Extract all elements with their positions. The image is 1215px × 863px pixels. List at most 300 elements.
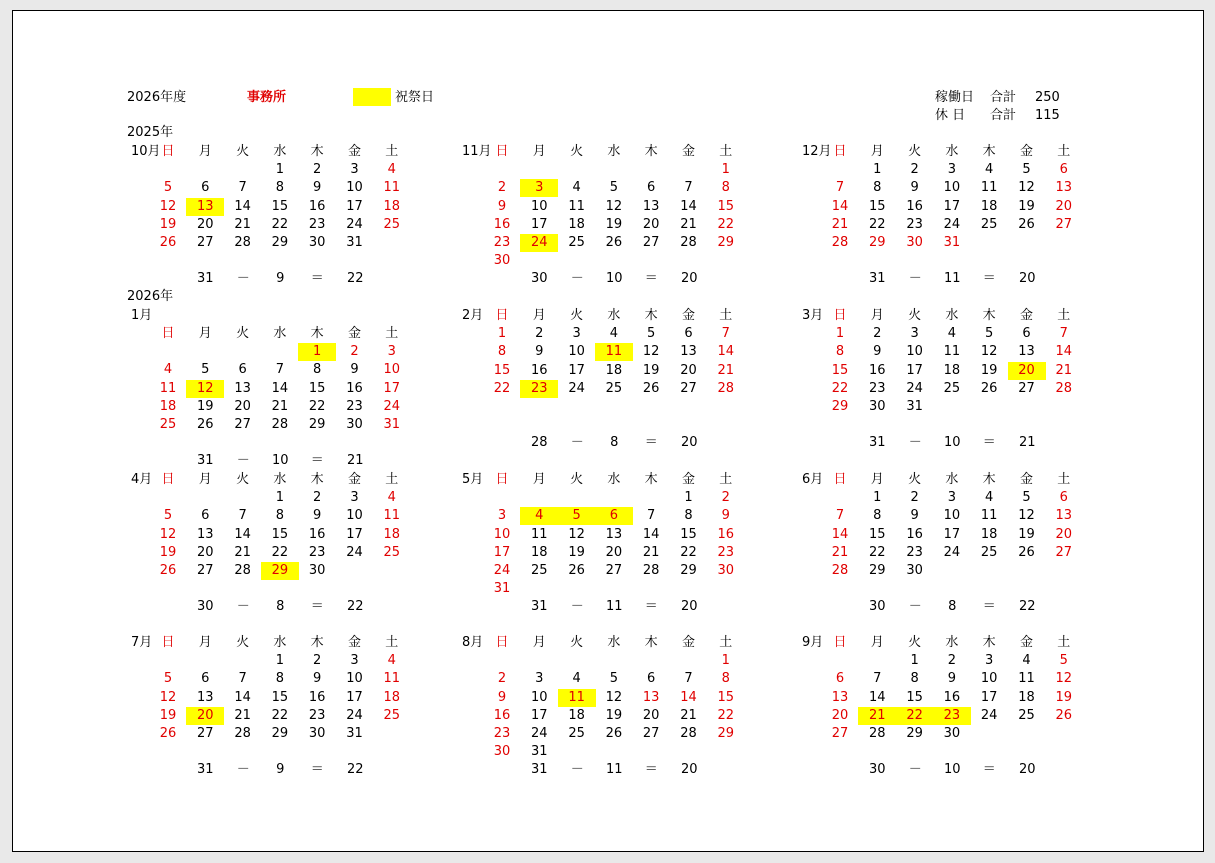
day-cell: 18 [980,198,998,214]
day-cell: 18 [605,362,623,378]
weekday-header: 金 [1019,472,1033,487]
day-cell: 12 [1055,671,1073,687]
day-cell: 5 [163,180,173,196]
day-cell: 28 [234,235,251,250]
day-cell: 28 [642,563,660,578]
month-label: 10月 [131,144,161,159]
day-cell: 9 [497,689,507,705]
day-cell: 27 [642,235,660,250]
day-cell: 29 [261,562,299,580]
workday-label: 稼働日 [935,90,975,105]
day-cell: 4 [947,326,957,342]
day-cell: 2 [313,490,322,506]
day-cell: 25 [980,544,998,560]
day-cell: 1 [275,490,285,506]
month-summary-equals-sign: ＝ [982,271,996,286]
day-cell: 23 [346,398,363,414]
weekday-header: 金 [1019,144,1033,159]
weekday-header: 金 [1019,635,1033,650]
weekday-header: 木 [644,472,658,487]
day-cell: 26 [159,726,177,741]
day-cell: 12 [605,198,623,214]
day-cell: 22 [717,707,735,723]
day-cell: 21 [1055,362,1073,378]
day-cell: 1 [721,653,730,669]
day-cell: 13 [605,526,623,542]
day-cell: 24 [346,544,363,560]
workday-total-label: 合計 [990,90,1017,105]
day-cell: 13 [1018,344,1035,360]
day-cell: 31 [906,399,923,414]
day-cell: 19 [159,216,177,232]
day-cell: 1 [910,653,919,669]
day-cell: 7 [835,180,845,196]
day-cell: 31 [346,235,363,250]
day-cell: 29 [271,235,289,250]
day-cell: 22 [271,707,289,723]
day-cell: 17 [568,362,585,378]
day-cell: 2 [497,671,507,687]
day-cell: 2 [873,326,882,342]
day-cell: 7 [238,508,247,524]
month-summary-off-days: 8 [610,435,619,450]
day-cell: 17 [346,689,363,705]
day-cell: 22 [308,398,326,414]
day-cell: 16 [308,526,326,542]
weekday-header: 土 [1057,308,1071,323]
day-cell: 29 [271,726,289,741]
day-cell: 7 [238,671,247,687]
day-cell: 18 [943,362,961,378]
day-cell: 6 [835,671,845,687]
day-cell: 15 [869,198,886,214]
day-cell: 5 [609,671,619,687]
day-cell: 10 [346,671,363,687]
day-cell: 10 [383,362,401,378]
month-summary-total-days: 30 [531,271,548,286]
day-cell: 21 [680,216,697,232]
day-cell: 5 [1022,490,1031,506]
day-cell: 2 [910,490,919,506]
calendar-sheet [12,10,1204,852]
day-cell: 25 [383,707,401,723]
day-cell: 26 [159,235,177,250]
month-summary-minus-sign: － [908,271,922,286]
day-cell: 14 [680,689,697,705]
weekday-header: 水 [607,144,621,159]
day-cell: 30 [493,744,511,760]
day-cell: 20 [234,398,251,414]
weekday-header: 木 [310,144,324,159]
day-cell: 21 [680,707,697,723]
month-summary-total-days: 31 [869,271,886,286]
day-cell: 2 [535,326,544,342]
day-cell: 26 [1055,707,1073,723]
day-cell: 11 [943,344,961,360]
day-cell: 28 [717,380,735,396]
day-cell: 30 [346,417,363,432]
day-cell: 1 [684,490,693,506]
day-cell: 16 [943,689,961,705]
day-cell: 28 [234,563,251,578]
day-cell: 11 [980,508,998,524]
fiscal-year-label: 2026年度 [127,90,187,105]
month-summary-minus-sign: － [908,435,922,450]
day-cell: 10 [531,198,548,214]
weekday-header: 水 [273,326,287,341]
day-cell: 3 [350,653,359,669]
day-cell: 22 [271,216,289,232]
month-summary-minus-sign: － [908,762,922,777]
day-cell: 19 [605,707,623,723]
day-cell: 3 [535,671,544,687]
day-cell: 29 [906,726,923,741]
day-cell: 27 [197,563,214,578]
day-cell: 18 [568,216,585,232]
weekday-header: 土 [1057,635,1071,650]
month-summary-minus-sign: － [236,271,250,286]
weekday-header: 火 [908,144,922,159]
weekday-header: 日 [833,635,847,650]
month-summary-off-days: 8 [948,599,957,614]
day-cell: 11 [980,180,998,196]
day-cell: 4 [1022,653,1031,669]
month-summary-equals-sign: ＝ [310,599,324,614]
day-cell: 23 [933,707,971,725]
day-cell: 14 [271,380,289,396]
day-cell: 3 [572,326,581,342]
office-label: 事務所 [247,90,287,105]
weekday-header: 木 [982,472,996,487]
day-cell: 17 [531,216,548,232]
day-cell: 7 [684,671,693,687]
day-cell: 5 [985,326,994,342]
day-cell: 25 [568,726,585,741]
day-cell: 11 [383,180,401,196]
day-cell: 10 [906,344,923,360]
day-cell: 2 [910,162,919,178]
day-cell: 30 [493,253,511,269]
weekday-header: 金 [1019,308,1033,323]
weekday-header: 水 [607,308,621,323]
day-cell: 16 [493,707,511,723]
weekday-header: 金 [681,635,695,650]
day-cell: 25 [383,544,401,560]
day-cell: 8 [497,344,507,360]
day-cell: 25 [980,216,998,232]
month-summary-total-days: 31 [197,453,214,468]
weekday-header: 日 [833,308,847,323]
day-cell: 6 [647,671,656,687]
day-cell: 20 [1055,526,1073,542]
month-label: 1月 [131,308,153,323]
day-cell: 9 [873,344,882,360]
day-cell: 27 [197,726,214,741]
day-cell: 9 [313,671,322,687]
day-cell: 24 [980,707,998,723]
day-cell: 18 [383,689,401,705]
weekday-header: 月 [532,144,546,159]
weekday-header: 日 [495,144,509,159]
day-cell: 12 [980,344,998,360]
day-cell: 1 [497,326,507,342]
day-cell: 4 [985,162,994,178]
weekday-header: 日 [833,144,847,159]
weekday-header: 火 [570,635,584,650]
day-cell: 30 [717,563,735,578]
day-cell: 10 [568,344,585,360]
day-cell: 9 [535,344,544,360]
day-cell: 30 [308,235,326,250]
day-cell: 11 [558,689,596,707]
day-cell: 24 [520,234,558,252]
month-summary-total-days: 30 [197,599,214,614]
month-label: 7月 [131,635,153,650]
day-cell: 27 [831,726,849,741]
day-cell: 18 [159,398,177,414]
weekday-header: 火 [236,326,250,341]
day-cell: 13 [642,689,660,705]
month-summary-work-days: 20 [681,435,698,450]
month-summary-total-days: 31 [869,435,886,450]
day-cell: 15 [271,689,289,705]
weekday-header: 土 [719,308,733,323]
day-cell: 22 [493,380,511,396]
day-cell: 6 [647,180,656,196]
day-cell: 30 [906,563,923,578]
month-summary-minus-sign: － [236,762,250,777]
day-cell: 20 [605,544,623,560]
day-cell: 25 [568,235,585,250]
holiday-total-label: 合計 [990,108,1017,123]
weekday-header: 土 [385,144,399,159]
month-summary-off-days: 11 [944,271,961,286]
day-cell: 8 [835,344,845,360]
day-cell: 14 [831,526,849,542]
month-summary-work-days: 22 [347,762,364,777]
weekday-header: 土 [719,472,733,487]
weekday-header: 木 [982,635,996,650]
month-summary-off-days: 10 [606,271,623,286]
day-cell: 17 [943,198,961,214]
day-cell: 26 [642,380,660,396]
day-cell: 31 [493,581,511,597]
day-cell: 30 [906,235,923,250]
day-cell: 11 [383,671,401,687]
weekday-header: 月 [532,472,546,487]
weekday-header: 木 [310,635,324,650]
day-cell: 16 [308,198,326,214]
day-cell: 9 [910,508,919,524]
month-summary-total-days: 31 [197,762,214,777]
day-cell: 27 [605,563,623,578]
day-cell: 17 [980,689,998,705]
month-summary-minus-sign: － [236,453,250,468]
day-cell: 23 [493,726,511,741]
weekday-header: 火 [236,635,250,650]
day-cell: 20 [642,707,660,723]
day-cell: 7 [275,362,285,378]
day-cell: 11 [1018,671,1035,687]
month-label: 4月 [131,472,153,487]
weekday-header: 月 [532,635,546,650]
weekday-header: 火 [908,308,922,323]
weekday-header: 金 [347,472,361,487]
day-cell: 5 [1059,653,1068,669]
day-cell: 6 [1059,490,1068,506]
day-cell: 29 [717,726,735,741]
day-cell: 9 [910,180,919,196]
day-cell: 22 [869,216,886,232]
day-cell: 1 [275,653,285,669]
month-summary-equals-sign: ＝ [982,762,996,777]
day-cell: 5 [558,507,596,525]
day-cell: 31 [531,744,548,760]
day-cell: 11 [595,343,633,361]
day-cell: 14 [234,526,251,542]
day-cell: 21 [831,216,849,232]
month-summary-total-days: 30 [869,762,886,777]
day-cell: 14 [680,198,697,214]
day-cell: 17 [943,526,961,542]
day-cell: 1 [275,162,285,178]
day-cell: 12 [642,344,660,360]
day-cell: 20 [831,707,849,723]
weekday-header: 金 [347,326,361,341]
month-summary-work-days: 20 [681,762,698,777]
day-cell: 12 [159,198,177,214]
day-cell: 6 [1022,326,1031,342]
holiday-count-label: 休 日 [935,108,966,123]
day-cell: 11 [159,380,177,396]
day-cell: 30 [943,726,961,741]
day-cell: 13 [831,689,849,705]
weekday-header: 月 [870,635,884,650]
day-cell: 27 [680,380,697,396]
day-cell: 18 [568,707,585,723]
day-cell: 7 [684,180,693,196]
month-summary-equals-sign: ＝ [644,762,658,777]
month-label: 5月 [462,472,484,487]
day-cell: 4 [572,180,581,196]
day-cell: 20 [186,707,224,725]
month-label: 8月 [462,635,484,650]
month-summary-equals-sign: ＝ [644,271,658,286]
month-summary-minus-sign: － [236,599,250,614]
day-cell: 24 [493,563,511,578]
day-cell: 24 [943,216,961,232]
weekday-header: 水 [945,472,959,487]
day-cell: 23 [906,216,923,232]
month-summary-work-days: 22 [1019,599,1036,614]
month-summary-equals-sign: ＝ [982,599,996,614]
weekday-header: 土 [1057,472,1071,487]
day-cell: 6 [238,362,247,378]
month-summary-minus-sign: － [570,599,584,614]
day-cell: 21 [234,216,251,232]
day-cell: 13 [1055,180,1073,196]
day-cell: 17 [346,526,363,542]
day-cell: 14 [869,689,886,705]
weekday-header: 月 [870,472,884,487]
month-summary-work-days: 22 [347,599,364,614]
day-cell: 17 [531,707,548,723]
day-cell: 16 [869,362,886,378]
day-cell: 22 [680,544,697,560]
day-cell: 8 [275,671,285,687]
day-cell: 1 [873,490,882,506]
day-cell: 20 [1055,198,1073,214]
day-cell: 14 [1055,344,1073,360]
day-cell: 26 [159,563,177,578]
day-cell: 24 [383,398,401,414]
day-cell: 3 [947,490,957,506]
day-cell: 7 [873,671,882,687]
day-cell: 5 [1022,162,1031,178]
weekday-header: 水 [945,635,959,650]
month-summary-work-days: 20 [681,271,698,286]
day-cell: 28 [271,417,289,432]
month-summary-work-days: 20 [1019,271,1036,286]
weekday-header: 土 [385,326,399,341]
weekday-header: 木 [982,144,996,159]
day-cell: 17 [346,198,363,214]
day-cell: 28 [680,235,697,250]
day-cell: 26 [605,235,623,250]
workday-total-value: 250 [1035,90,1060,105]
weekday-header: 木 [644,308,658,323]
day-cell: 31 [346,726,363,741]
month-label: 9月 [802,635,824,650]
month-summary-total-days: 28 [531,435,548,450]
day-cell: 30 [869,399,886,414]
day-cell: 16 [493,216,511,232]
day-cell: 9 [497,198,507,214]
day-cell: 14 [234,689,251,705]
day-cell: 2 [497,180,507,196]
day-cell: 19 [197,398,214,414]
weekday-header: 月 [198,144,212,159]
day-cell: 12 [605,689,623,705]
weekday-header: 日 [161,472,175,487]
day-cell: 2 [947,653,957,669]
day-cell: 15 [717,689,735,705]
month-summary-off-days: 9 [276,762,285,777]
month-label: 3月 [802,308,824,323]
day-cell: 21 [642,544,660,560]
day-cell: 10 [943,508,961,524]
month-summary-equals-sign: ＝ [310,762,324,777]
day-cell: 10 [493,526,511,542]
day-cell: 27 [1055,544,1073,560]
day-cell: 20 [197,216,214,232]
day-cell: 15 [906,689,923,705]
weekday-header: 月 [870,308,884,323]
day-cell: 8 [721,180,730,196]
day-cell: 6 [684,326,693,342]
day-cell: 8 [313,362,322,378]
weekday-header: 土 [719,635,733,650]
month-summary-equals-sign: ＝ [644,435,658,450]
day-cell: 15 [271,198,289,214]
day-cell: 21 [234,544,251,560]
day-cell: 29 [869,235,886,250]
day-cell: 4 [572,671,581,687]
month-label: 6月 [802,472,824,487]
day-cell: 23 [520,380,558,398]
weekday-header: 木 [310,326,324,341]
day-cell: 4 [520,507,558,525]
